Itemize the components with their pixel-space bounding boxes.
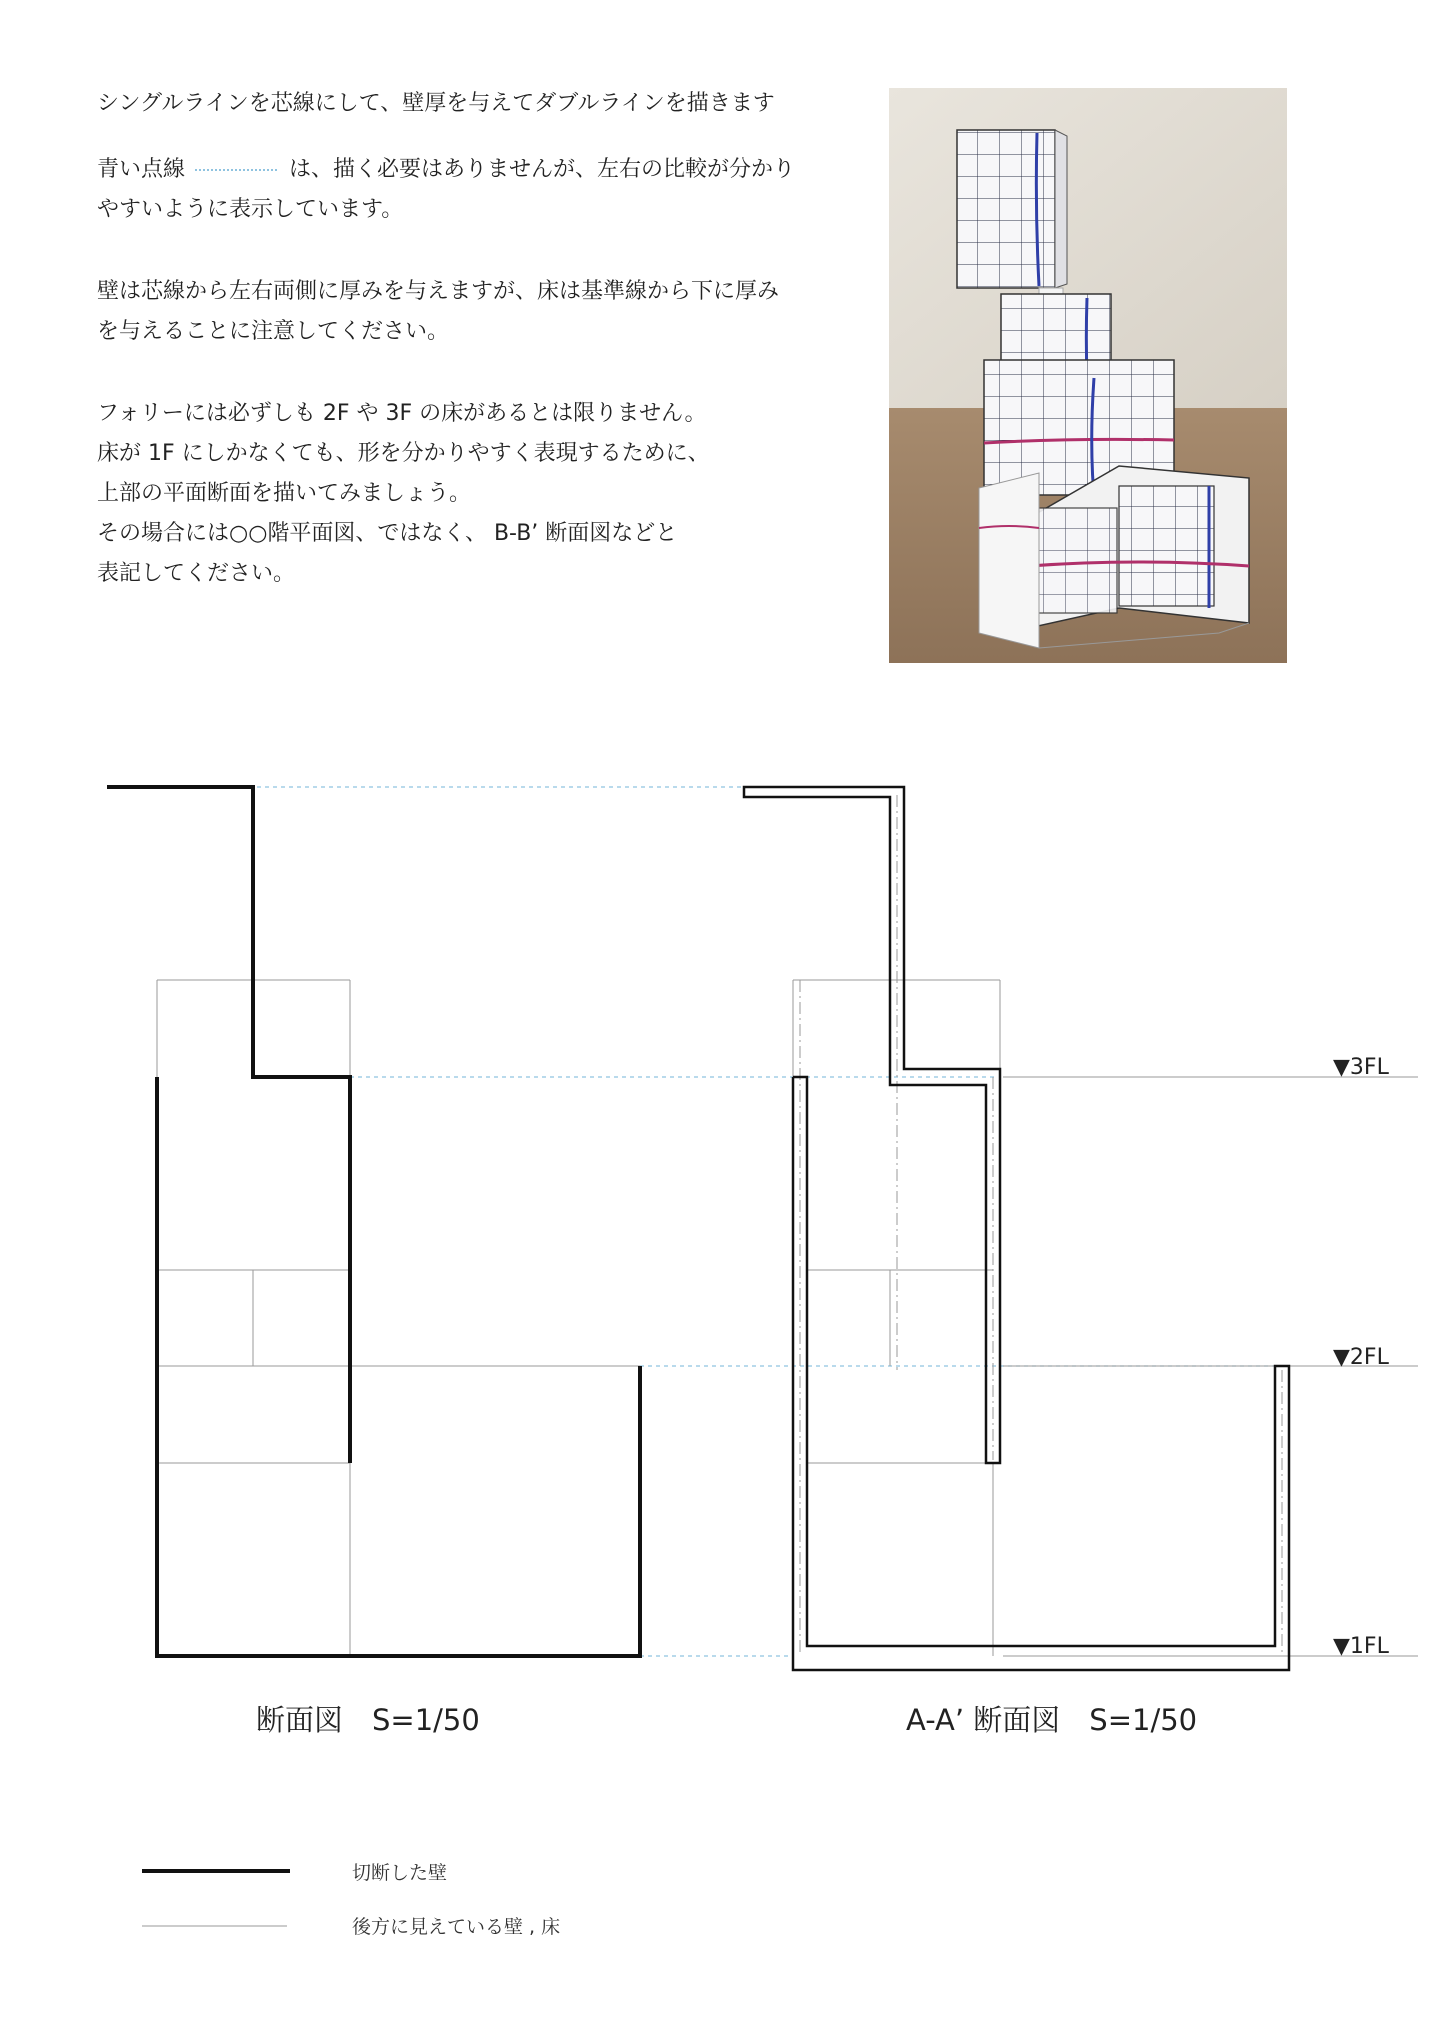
intro-line-2-cont: やすいように表示しています。 xyxy=(97,197,404,222)
intro-line-3: 壁は芯線から左右両側に厚みを与えますが、床は基準線から下に厚み xyxy=(97,279,780,304)
intro-line-1: シングルラインを芯線にして、壁厚を与えてダブルラインを描きます xyxy=(97,91,775,116)
right-section-center-lines xyxy=(800,795,1282,1656)
legend-cut-wall-label: 切断した壁 xyxy=(352,1862,448,1884)
intro-line-7: その場合には○○階平面図、ではなく、 B-B’ 断面図などと xyxy=(97,521,678,546)
right-section-double-walls xyxy=(744,787,1289,1670)
right-section-title: A-A’ 断面図 S=1/50 xyxy=(906,1703,1198,1737)
left-section-cut-walls xyxy=(107,787,640,1656)
legend xyxy=(142,1862,560,1938)
level-2fl-label: ▼2FL xyxy=(1333,1345,1389,1370)
level-1fl-label: ▼1FL xyxy=(1333,1634,1389,1659)
intro-line-5: 床が 1F にしかなくても、形を分かりやすく表現するために、 xyxy=(97,441,710,466)
left-section-title: 断面図 S=1/50 xyxy=(256,1703,480,1737)
intro-line-2-rest: は、描く必要はありませんが、左右の比較が分かり xyxy=(289,157,796,182)
intro-line-6: 上部の平面断面を描いてみましょう。 xyxy=(97,481,472,506)
intro-line-8: 表記してください。 xyxy=(97,561,296,586)
blue-dashed-label: 青い点線 xyxy=(97,157,186,182)
level-3fl-label: ▼3FL xyxy=(1333,1055,1389,1080)
left-section-visible-lines xyxy=(157,980,640,1656)
blue-guide-lines xyxy=(257,787,1275,1656)
intro-line-4: フォリーには必ずしも 2F や 3F の床があるとは限りません。 xyxy=(97,401,707,426)
intro-line-3-cont: を与えることに注意してください。 xyxy=(97,319,450,344)
legend-visible-label: 後方に見えている壁 , 床 xyxy=(352,1916,561,1938)
